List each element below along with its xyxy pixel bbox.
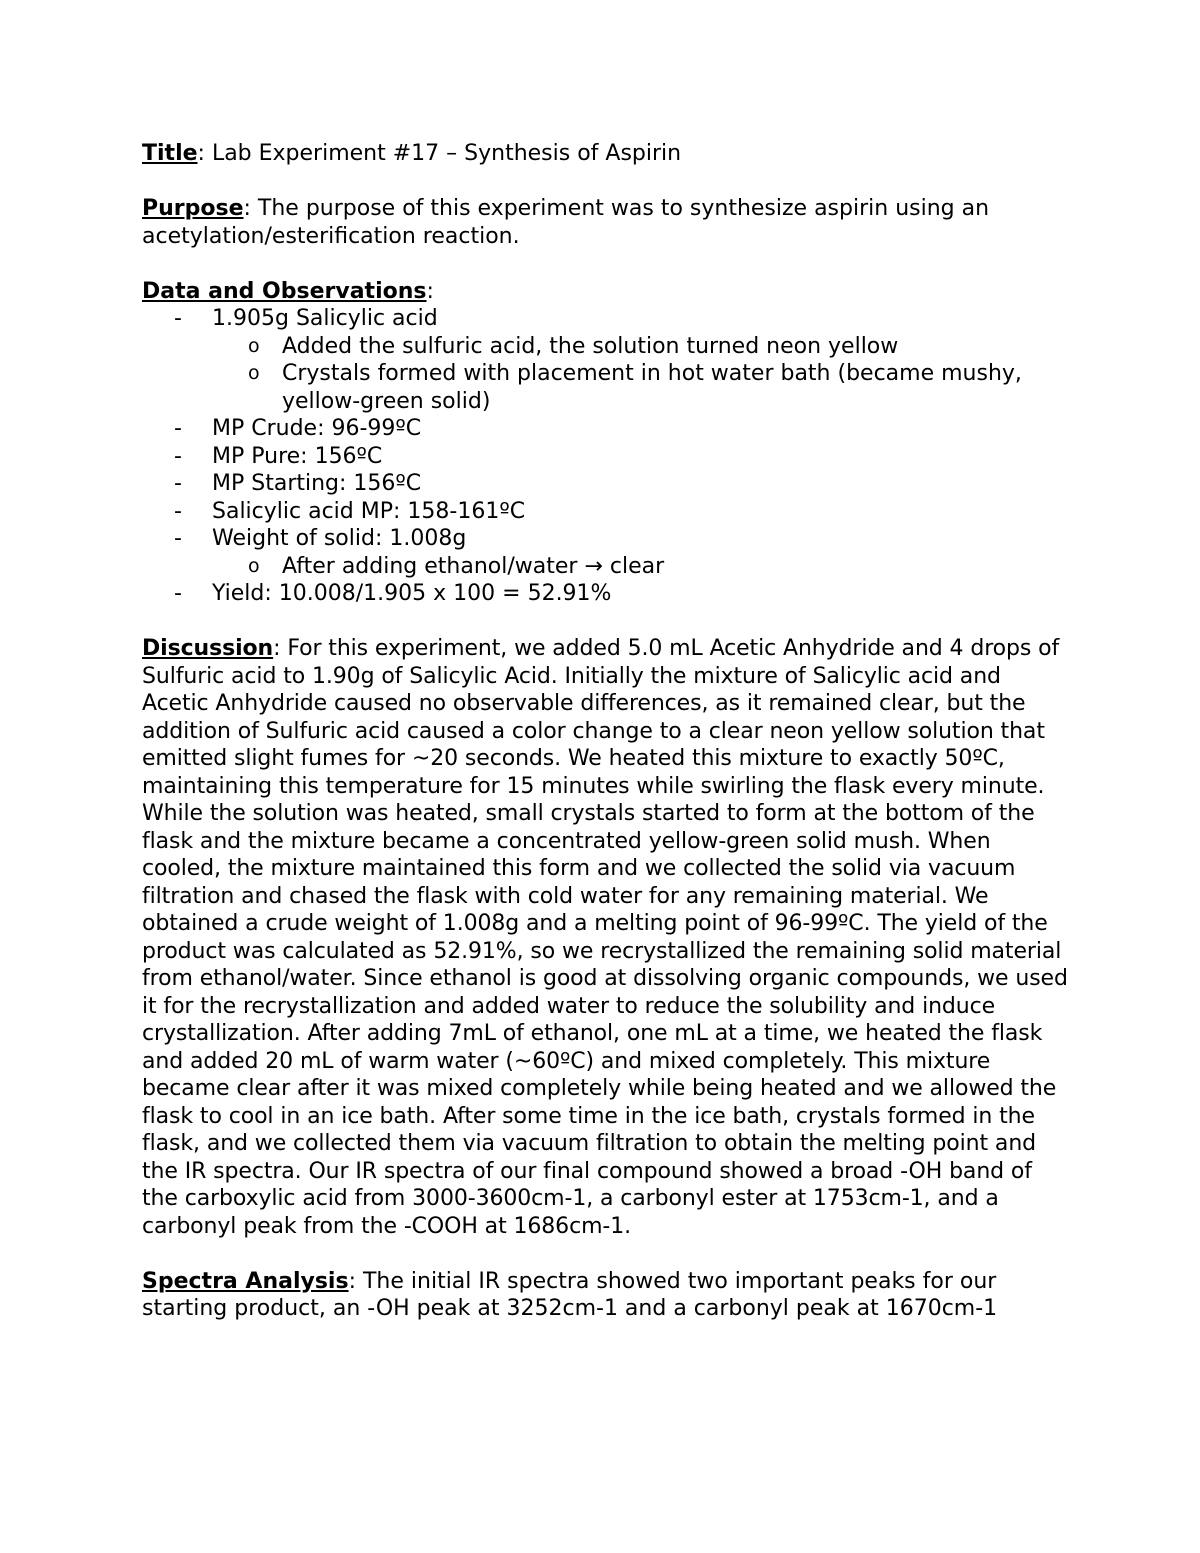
list-item xyxy=(142,443,1072,471)
list-item xyxy=(142,305,1072,333)
list-item-text: Weight of solid: 1.008g xyxy=(212,526,467,551)
document-page xyxy=(142,140,1072,1323)
list-item xyxy=(142,580,1072,608)
title-section: Title: Lab Experiment #17 – Synthesis of Aspirin xyxy=(142,141,682,166)
dash-bullet-icon: - xyxy=(174,526,182,551)
list-item-text: Salicylic acid MP: 158-161ºC xyxy=(212,498,526,524)
dash-bullet-icon: - xyxy=(174,443,182,469)
spectra-analysis-text: The initial IR spectra showed two important peaks for our starting product, an -OH peak at 3252cm-1 and a carbonyl peak at 1670cm-1 xyxy=(142,1268,998,1321)
list-item-text: After adding ethanol/water → clear xyxy=(282,553,665,579)
list-item-text: Yield: 10.008/1.905 x 100 = 52.91% xyxy=(212,581,612,606)
purpose-text: The purpose of this experiment was to synthesize aspirin using an acetylation/esterification reaction. xyxy=(142,196,990,249)
list-item-text: MP Pure: 156ºC xyxy=(212,443,383,469)
dash-bullet-icon: - xyxy=(174,306,182,331)
list-subitem xyxy=(142,333,1072,361)
list-item xyxy=(142,498,1072,526)
dash-bullet-icon: - xyxy=(174,471,182,496)
spectra-analysis-section: Spectra Analysis: The initial IR spectra showed two important peaks for our starting product, an -OH peak at 3252cm-1 and a carbonyl peak at 1670cm-1 xyxy=(142,1268,998,1321)
dash-bullet-icon: - xyxy=(174,581,182,606)
circle-bullet-icon: o xyxy=(248,334,260,357)
list-item xyxy=(142,470,1072,498)
list-item-text: 1.905g Salicylic acid xyxy=(212,306,438,331)
purpose-label: Purpose xyxy=(142,196,244,221)
discussion-label: Discussion xyxy=(142,636,274,661)
list-item-text: MP Starting: 156ºC xyxy=(212,471,422,496)
list-item xyxy=(142,525,1072,553)
title-label: Title xyxy=(142,141,198,166)
list-item-text: Added the sulfuric acid, the solution turned neon yellow xyxy=(282,333,899,359)
list-item xyxy=(142,415,1072,443)
list-item-text: MP Crude: 96-99ºC xyxy=(212,416,422,441)
observations-list xyxy=(142,305,1072,608)
spectra-analysis-label: Spectra Analysis xyxy=(142,1268,349,1294)
circle-bullet-icon: o xyxy=(248,554,260,577)
title-text: Lab Experiment #17 – Synthesis of Aspirin xyxy=(211,141,682,166)
list-subitem xyxy=(142,360,1072,415)
list-item-text: Crystals formed with placement in hot water bath (became mushy, yellow-green solid) xyxy=(282,361,1022,414)
data-observations-heading: Data and Observations: xyxy=(142,278,434,304)
purpose-section: Purpose: The purpose of this experiment was to synthesize aspirin using an acetylation/esterification reaction. xyxy=(142,196,990,249)
discussion-text: For this experiment, we added 5.0 mL Acetic Anhydride and 4 drops of Sulfuric acid to 1.90g of Salicylic Acid. Initially the mixture of Salicylic acid and Acetic Anhydride caused no observable differences, as it remained clear, but the addition of Sulfuric acid caused a color change to a clear neon yellow solution that emitted slight fumes for ~20 seconds. We heated this mixture to exactly 50ºC, maintaining this temperature for 15 minutes while swirling the flask every minute. While the solution was heated, small crystals started to form at the bottom of the flask and the mixture became a concentrated yellow-green solid mush. When cooled, the mixture maintained this form and we collected the solid via vacuum filtration and chased the flask with cold water for any remaining material. We obtained a crude weight of 1.008g and a melting point of 96-99ºC. The yield of the product was calculated as 52.91%, so we recrystallized the remaining solid material from ethanol/water. Since ethanol is good at dissolving organic compounds, we used it for the recrystallization and added water to reduce the solubility and induce crystallization. After adding 7mL of ethanol, one mL at a time, we heated the flask and added 20 mL of warm water (~60ºC) and mixed completely. This mixture became clear after it was mixed completely while being heated and we allowed the flask to cool in an ice bath. After some time in the ice bath, crystals formed in the flask, and we collected them via vacuum filtration to obtain the melting point and the IR spectra. Our IR spectra of our final compound showed a broad -OH band of the carboxylic acid from 3000-3600cm-1, a carbonyl ester at 1753cm-1, and a carbonyl peak from the -COOH at 1686cm-1. xyxy=(142,636,1068,1239)
dash-bullet-icon: - xyxy=(174,416,182,441)
dash-bullet-icon: - xyxy=(174,498,182,524)
list-subitem xyxy=(142,553,1072,581)
data-observations-label: Data and Observations xyxy=(142,278,427,304)
circle-bullet-icon: o xyxy=(248,362,260,384)
discussion-section: Discussion: For this experiment, we added 5.0 mL Acetic Anhydride and 4 drops of Sulfuric acid to 1.90g of Salicylic Acid. Initially the mixture of Salicylic acid and Acetic Anhydride caused no observable differences, as it remained clear, but the addition of Sulfuric acid caused a color change to a clear neon yellow solution that emitted slight fumes for ~20 seconds. We heated this mixture to exactly 50ºC, maintaining this temperature for 15 minutes while swirling the flask every minute. While the solution was heated, small crystals started to form at the bottom of the flask and the mixture became a concentrated yellow-green solid mush. When cooled, the mixture maintained this form and we collected the solid via vacuum filtration and chased the flask with cold water for any remaining material. We obtained a crude weight of 1.008g and a melting point of 96-99ºC. The yield of the product was calculated as 52.91%, so we recrystallized the remaining solid material from ethanol/water. Since ethanol is good at dissolving organic compounds, we used it for the recrystallization and added water to reduce the solubility and induce crystallization. After adding 7mL of ethanol, one mL at a time, we heated the flask and added 20 mL of warm water (~60ºC) and mixed completely. This mixture became clear after it was mixed completely while being heated and we allowed the flask to cool in an ice bath. After some time in the ice bath, crystals formed in the flask, and we collected them via vacuum filtration to obtain the melting point and the IR spectra. Our IR spectra of our final compound showed a broad -OH band of the carboxylic acid from 3000-3600cm-1, a carbonyl ester at 1753cm-1, and a carbonyl peak from the -COOH at 1686cm-1. xyxy=(142,636,1068,1239)
